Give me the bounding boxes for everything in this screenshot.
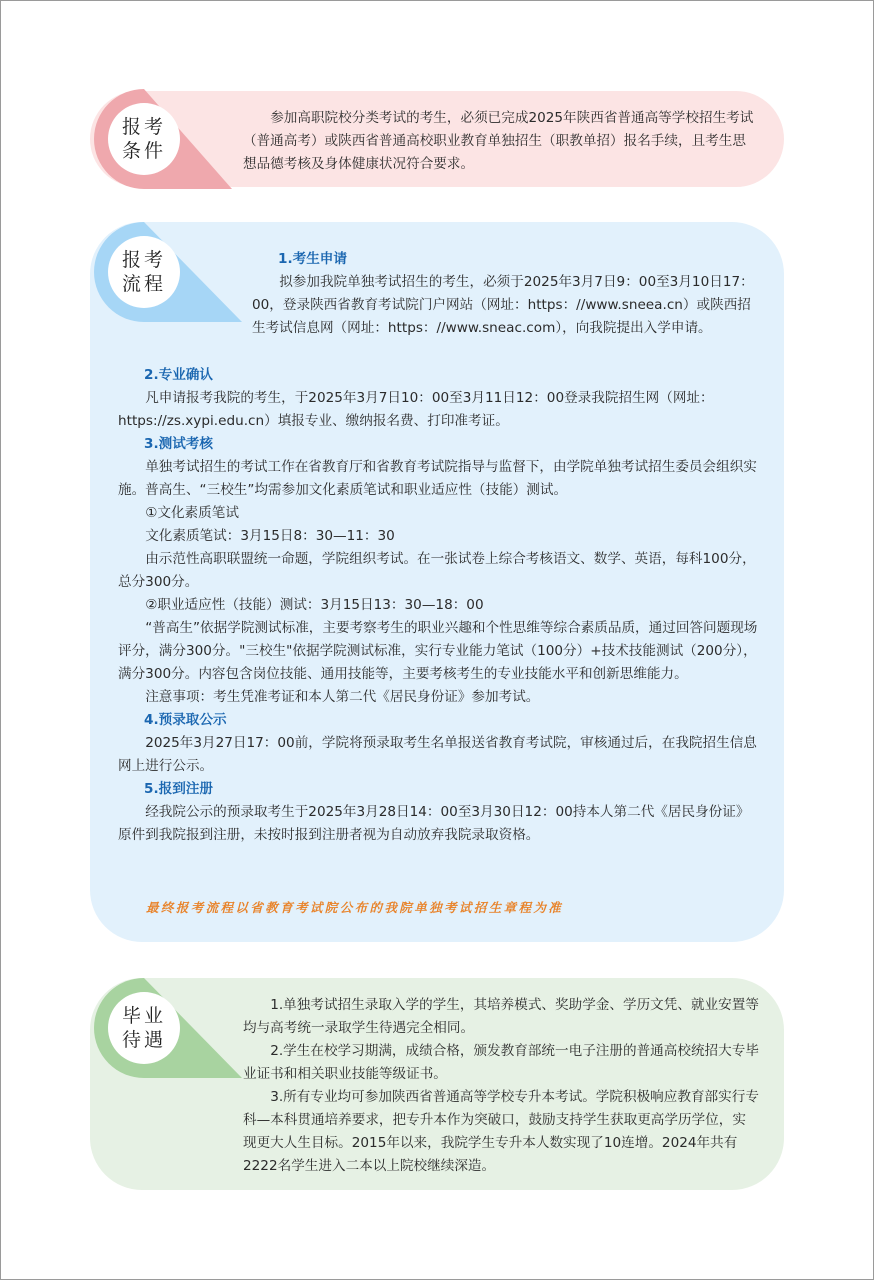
step1-block [252,248,760,340]
conditions-badge-label [98,89,190,189]
step4-heading: 4.预录取公示 [144,712,227,728]
step3-sub2-title: ②职业适应性（技能）测试：3月15日13：30—18：00 [145,597,484,613]
step3-body: 单独考试招生的考试工作在省教育厅和省教育考试院指导与监督下，由学院单独考试招生委员会组织实施。普高生、“三校生”均需参加文化素质笔试和职业适应性（技能）测试。 [118,459,757,498]
graduation-badge [92,978,220,1078]
step3-notice: 注意事项：考生凭准考证和本人第二代《居民身份证》参加考试。 [145,689,540,705]
steps-block [118,364,760,847]
badge-line-2: 流程 [121,273,166,295]
step3-heading: 3.测试考核 [144,436,213,452]
badge-line-1: 报考 [121,116,166,138]
step2-heading: 2.专业确认 [144,367,213,383]
step5-body: 经我院公示的预录取考生于2025年3月28日14：00至3月30日12：00持本人第二代《居民身份证》原件到我院报到注册，未按时报到注册者视为自动放弃我院录取资格。 [118,804,750,843]
step1-heading: 1.考生申请 [278,251,347,267]
conditions-badge [92,89,220,189]
badge-line-1: 毕业 [121,1005,166,1027]
conditions-body: 参加高职院校分类考试的考生，必须已完成2025年陕西省普通高等学校招生考试（普通高考）或陕西省普通高校职业教育单独招生（职教单招）报名手续，且考生思想品德考核及身体健康状况符合要求。 [243,110,754,172]
process-note: 最终报考流程以省教育考试院公布的我院单独考试招生章程为准 [146,900,564,915]
graduation-item-2: 2.学生在校学习期满，成绩合格，颁发教育部统一电子注册的普通高校统招大专毕业证书和相关职业技能等级证书。 [243,1043,759,1082]
step5-heading: 5.报到注册 [144,781,213,797]
graduation-item-3: 3.所有专业均可参加陕西省普通高等学校专升本考试。学院积极响应教育部实行专科—本科贯通培养要求，把专升本作为突破口，鼓励支持学生获取更高学历学位，实现更大人生目标。2015年以来，我院学生专升本人数实现了10连增。2024年共有2222名学生进入二本以上院校继续深造。 [243,1089,759,1174]
process-badge [92,222,220,322]
step1-body: 拟参加我院单独考试招生的考生，必须于2025年3月7日9：00至3月10日17：00，登录陕西省教育考试院门户网站（网址：https：//www.sneea.cn）或陕西招生考试信息网（网址：https：//www.sneac.com），向我院提出入学申请。 [252,274,754,336]
conditions-text [243,107,759,176]
graduation-item-1: 1.单独考试招生录取入学的学生，其培养模式、奖助学金、学历文凭、就业安置等均与高考统一录取学生待遇完全相同。 [243,997,759,1036]
badge-line-1: 报考 [121,249,166,271]
badge-line-2: 条件 [121,140,166,162]
step3-sub1-title: ①文化素质笔试 [145,505,239,521]
step3-sub1-time: 文化素质笔试：3月15日8：30—11：30 [145,528,395,544]
step3-sub1-body: 由示范性高职联盟统一命题，学院组织考试。在一张试卷上综合考核语文、数学、英语，每科100分，总分300分。 [118,551,756,590]
step4-body: 2025年3月27日17：00前，学院将预录取考生名单报送省教育考试院，审核通过后，在我院招生信息网上进行公示。 [118,735,757,774]
step2-body: 凡申请报考我院的考生，于2025年3月7日10：00至3月11日12：00登录我院招生网（网址：https://zs.xypi.edu.cn）填报专业、缴纳报名费、打印准考证。 [118,390,714,429]
graduation-text [243,994,759,1178]
step3-sub2-body: “普高生”依据学院测试标准，主要考察考生的职业兴趣和个性思维等综合素质品质，通过回答问题现场评分，满分300分。"三校生"依据学院测试标准，实行专业能力笔试（100分）+技术技能测试（200分），满分300分。内容包含岗位技能、通用技能等，主要考核考生的专业技能水平和创新思维能力。 [118,620,758,682]
process-badge-label [98,222,190,322]
graduation-badge-label [98,978,190,1078]
badge-line-2: 待遇 [121,1029,166,1051]
